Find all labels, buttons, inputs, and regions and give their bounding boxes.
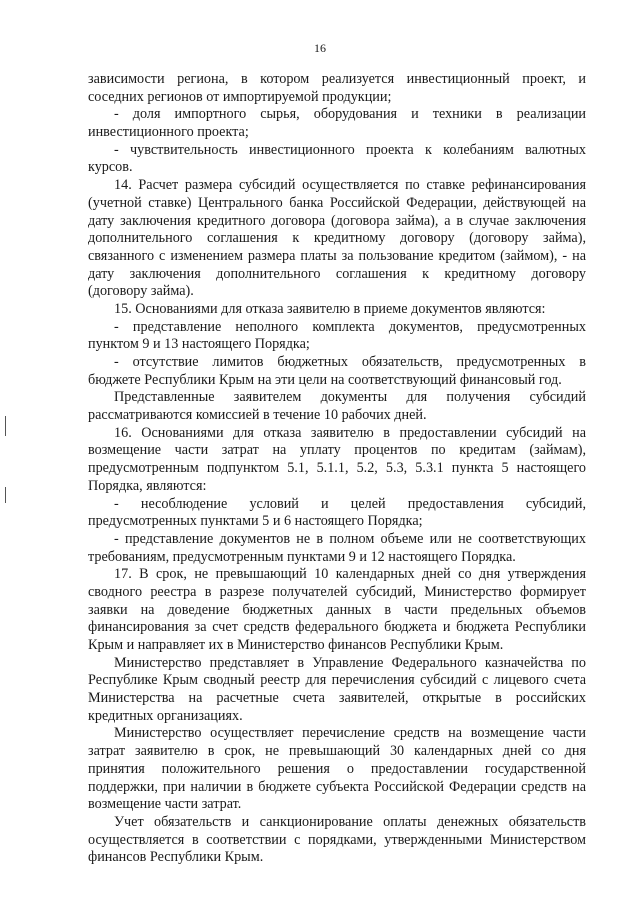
text-line: Крым и направляет их в Министерство финансов Республики Крым. [88,637,504,653]
text-line: Министерство представляет в Управление Федерального казначейства по [114,654,586,671]
text-line: Учет обязательств и санкционирование оплаты денежных обязательств [114,813,586,830]
text-line: - чувствительность инвестиционного проекта к колебаниям валютных [114,141,586,158]
text-line: Республике Крым сводный реестр для перечисления субсидий с лицевого счета [88,672,586,689]
text-line: поддержки, при наличии в бюджете субъекта Российской Федерации средств на [88,778,586,795]
text-line: Министерства на расчетные счета заявителей, открытые в российских [88,690,586,707]
text-line: возмещение части затрат на уплату процентов по кредитам (займам), [88,442,586,459]
text-line: инвестиционного проекта; [88,124,249,141]
text-line: зависимости региона, в котором реализуется инвестиционный проект, и [88,71,586,87]
text-line: - представление неполного комплекта документов, предусмотренных [114,318,586,335]
text-line: (договору займа). [88,283,194,300]
text-line: дополнительного соглашения к кредитному договору (договору займа), [88,230,586,247]
text-line: требованиям, предусмотренным пунктами 9 и 12 настоящего Порядка. [88,548,516,565]
text-line: рассматриваются комиссией в течение 10 рабочих дней. [88,407,427,424]
text-line: Представленные заявителем документы для получения субсидий [114,389,586,406]
text-line: бюджете Республики Крым на эти цели на соответствующий финансовый год. [88,371,562,388]
text-line: заявки на доведение бюджетных данных в части предельных объемов [88,601,586,618]
page-number: 16 [314,41,326,55]
text-line: сводного реестра в разрезе получателей субсидий, Министерство формирует [88,583,586,600]
text-line: курсов. [88,159,133,176]
text-line: кредитных организациях. [88,707,243,724]
text-line: финансов Республики Крым. [88,849,264,866]
text-line: связанного с изменением размера платы за пользование кредитом (займом), - на [88,247,586,264]
text-line: (учетной ставке) Центрального банка Российской Федерации, действующей на [88,194,586,211]
text-line: затрат заявителю в срок, не превышающий 30 календарных дней со дня [88,743,586,760]
text-line: предусмотренных пунктами 5 и 6 настоящего Порядка; [88,513,423,530]
text-line: пунктом 9 и 13 настоящего Порядка; [88,336,310,353]
margin-mark [5,416,6,436]
text-line: осуществляется в соответствии с порядками, утвержденными Министерством [88,831,586,848]
text-line: 16. Основаниями для отказа заявителю в предоставлении субсидий на [114,424,586,441]
body-text [88,71,586,867]
text-line: Порядка, являются: [88,477,207,494]
text-line: предусмотренным подпунктом 5.1, 5.1.1, 5.2, 5.3, 5.3.1 пункта 5 настоящего [88,460,586,477]
text-line: 17. В срок, не превышающий 10 календарных дней со дня утверждения [114,566,586,583]
text-line: принятия положительного решения о предоставлении государственной [88,760,586,777]
text-line: соседних регионов от импортируемой продукции; [88,88,392,105]
text-line: дату заключения дополнительного соглашения к кредитному договору [88,265,586,282]
text-line: - представление документов не в полном объеме или не соответствующих [114,530,586,547]
text-line: 14. Расчет размера субсидий осуществляется по ставке рефинансирования [114,177,586,194]
text-line: Министерство осуществляет перечисление средств на возмещение части [114,725,586,742]
text-line: - доля импортного сырья, оборудования и техники в реализации [114,106,586,123]
text-line: - отсутствие лимитов бюджетных обязательств, предусмотренных в [114,354,586,370]
text-line: - несоблюдение условий и целей предоставления субсидий, [114,495,586,512]
text-line: дату заключения кредитного договора (договора займа), а в случае заключения [88,212,586,229]
text-line: возмещение части затрат. [88,796,242,813]
margin-mark [5,487,6,503]
text-line: финансирования за счет средств федерального бюджета и бюджета Республики [88,619,586,636]
text-line: 15. Основаниями для отказа заявителю в приеме документов являются: [114,300,546,317]
